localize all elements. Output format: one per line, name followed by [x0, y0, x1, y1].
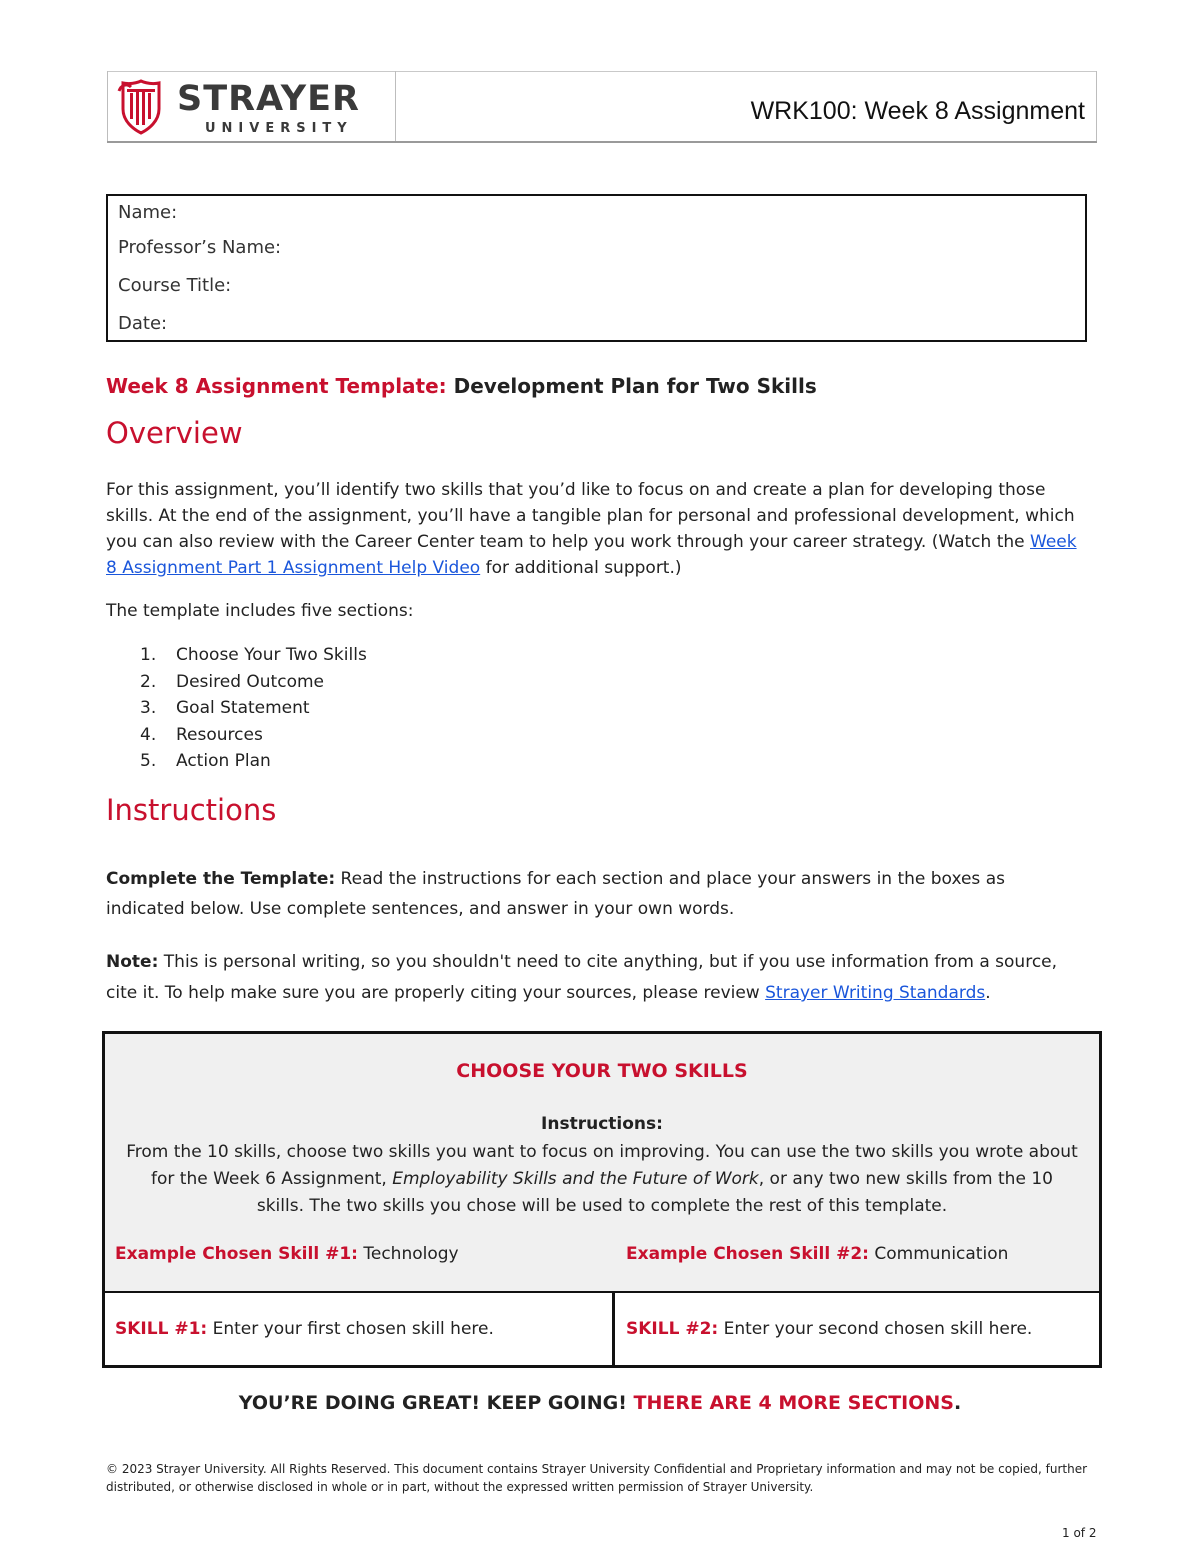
example-skill-1 — [115, 1244, 459, 1264]
overview-heading: Overview — [106, 416, 243, 450]
skills-instructions-label: Instructions: — [541, 1114, 663, 1134]
table-divider — [105, 1291, 1099, 1293]
help-video-link[interactable]: Week 8 Assignment Part 1 Assignment Help Video — [106, 532, 1077, 578]
example-skill-1-label: Example Chosen Skill #1: — [115, 1244, 358, 1264]
student-info-box — [106, 194, 1087, 342]
shield-icon — [117, 79, 165, 135]
sections-list — [140, 642, 367, 775]
header-divider — [395, 71, 396, 142]
logo-wordmark: STRAYER — [177, 79, 360, 119]
overview-paragraph — [106, 477, 1086, 581]
sections-remaining-text: THERE ARE 4 MORE SECTIONS — [633, 1392, 954, 1414]
template-title-text: Development Plan for Two Skills — [446, 374, 817, 398]
note-text: This is personal writing, so you shouldn't need to cite anything, but if you use information from a source, cite it. To help make sure you are properly citing your sources, please review — [106, 952, 1058, 1003]
skills-instructions-part2: , or any two new skills from the 10 skills. The two skills you chose will be used to complete the rest of this template. — [256, 1169, 1053, 1216]
encouragement-banner — [0, 1392, 1200, 1414]
page-number: 1 of 2 — [1062, 1526, 1097, 1540]
copyright-footer: © 2023 Strayer University. All Rights Reserved. This document contains Strayer University Confidential and Proprietary information and may not be copied, further distributed, or otherwise disclosed in whole or in part, without the expressed written permission of Strayer University. — [106, 1462, 1088, 1494]
skills-instructions-cell — [105, 1034, 1099, 1291]
document-header — [107, 71, 1097, 143]
header-left-rule — [107, 71, 108, 142]
example-skill-2 — [626, 1244, 1008, 1264]
complete-template-paragraph — [106, 864, 1086, 924]
professor-name-field[interactable]: Professor’s Name: — [118, 237, 282, 258]
choose-skills-table — [102, 1031, 1102, 1368]
list-item: 4. Resources — [140, 724, 263, 745]
date-field[interactable]: Date: — [118, 313, 168, 334]
note-label: Note: — [106, 952, 159, 972]
sections-intro: The template includes five sections: — [106, 601, 414, 621]
template-title — [106, 374, 817, 398]
header-right-rule — [1096, 71, 1097, 142]
template-title-label: Week 8 Assignment Template: — [106, 374, 447, 398]
complete-template-text: Read the instructions for each section and place your answers in the boxes as indicated below. Use complete sentences, and answer in your own words. — [106, 869, 1005, 919]
overview-text-end: for additional support.) — [480, 558, 682, 578]
name-field[interactable]: Name: — [118, 202, 178, 223]
strayer-logo — [117, 77, 377, 135]
header-top-rule — [107, 71, 1097, 72]
table-divider — [612, 1291, 615, 1365]
example-skill-1-value: Technology — [357, 1244, 459, 1264]
skills-instructions-part1: From the 10 skills, choose two skills you want to focus on improving. You can use the two skills you wrote about for the Week 6 Assignment, — [126, 1142, 1078, 1189]
list-item: 2. Desired Outcome — [140, 671, 324, 692]
skill-1-input[interactable]: Enter your first chosen skill here. — [207, 1319, 494, 1339]
list-item: 5. Action Plan — [140, 751, 271, 771]
example-skill-2-value: Communication — [868, 1244, 1009, 1264]
complete-template-label: Complete the Template: — [106, 869, 336, 889]
example-skill-2-label: Example Chosen Skill #2: — [626, 1244, 869, 1264]
document-title: WRK100: Week 8 Assignment — [750, 97, 1085, 125]
encouragement-text: YOU’RE DOING GREAT! KEEP GOING! — [238, 1392, 634, 1414]
skill-2-label: SKILL #2: — [626, 1319, 719, 1339]
skill-1-cell[interactable] — [115, 1319, 494, 1339]
encouragement-end: . — [953, 1392, 962, 1414]
list-item: 1. Choose Your Two Skills — [140, 645, 367, 665]
note-paragraph — [106, 947, 1086, 1009]
course-title-field[interactable]: Course Title: — [118, 275, 232, 296]
skill-1-label: SKILL #1: — [115, 1319, 208, 1339]
logo-subtitle: UNIVERSITY — [205, 121, 353, 136]
assignment-title: Employability Skills and the Future of Work — [392, 1169, 759, 1189]
instructions-heading: Instructions — [106, 793, 277, 827]
list-item: 3. Goal Statement — [140, 698, 310, 718]
skills-instructions-text — [125, 1139, 1079, 1220]
skill-2-input[interactable]: Enter your second chosen skill here. — [718, 1319, 1033, 1339]
overview-text: For this assignment, you’ll identify two skills that you’d like to focus on and create a plan for developing those skills. At the end of the assignment, you’ll have a tangible plan for personal and professional development, which you can also review with the Career Center team to help you work through your career strategy. (Watch the — [106, 480, 1075, 552]
writing-standards-link[interactable]: Strayer Writing Standards — [765, 983, 986, 1003]
skill-2-cell[interactable] — [626, 1319, 1032, 1339]
note-end: . — [985, 983, 991, 1003]
header-bottom-rule — [107, 141, 1097, 143]
skills-box-title: CHOOSE YOUR TWO SKILLS — [456, 1060, 748, 1082]
